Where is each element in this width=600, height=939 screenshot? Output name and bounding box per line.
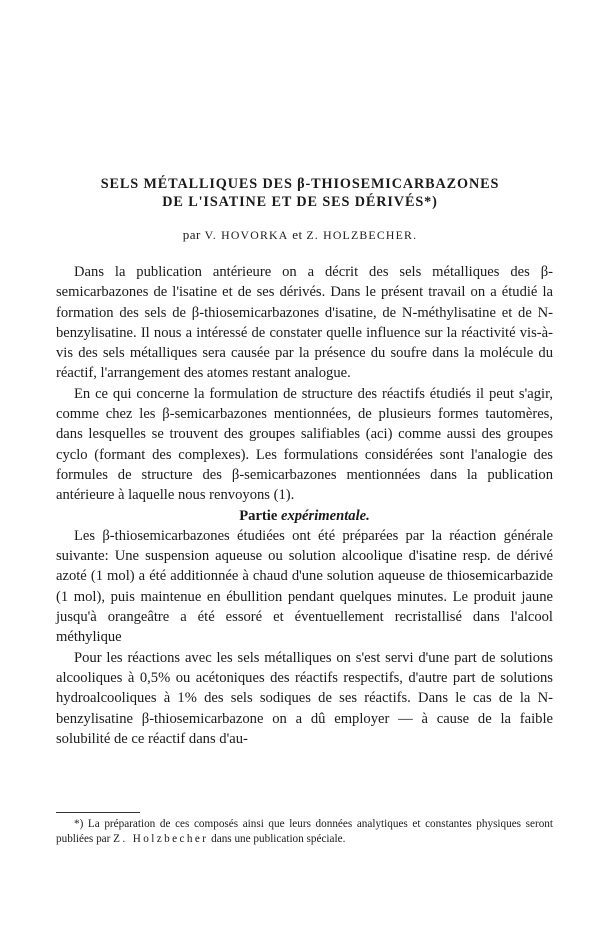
section-heading (56, 506, 553, 526)
author-et: et (292, 227, 303, 242)
footnote-text (56, 817, 553, 847)
body-paragraph-2: En ce qui concerne la formulation de structure des réactifs étudiés il peut s'agir, comme chez les β-semicarbazones mentionnées, de plusieurs formes tautomères, dans lesquelles se trouvent des groupes salifiables (aci) comme aussi des groupes cyclo (formant des complexes). Les formulations considérées sont l'analogie des formules de structure des β-semicarbazones mentionnées dans la publication antérieure à laquelle nous renvoyons (1). (56, 385, 553, 504)
section-heading-part-2: expérimentale. (280, 507, 370, 524)
article-title-line-2: DE L'ISATINE ET DE SES DÉRIVÉS*) (162, 194, 438, 210)
footnote (56, 817, 553, 847)
body-paragraph-1: Dans la publication antérieure on a décrit des sels métalliques des β-semicarbazones de l'isatine et de ses dérivés. Dans le présent travail on a étudié la formation des sels de β-thiosemicarbazones d'isatine, de N-méthylisatine et de N-benzylisatine. Il nous a intéressé de constater quelle influence sur la réactivité vis-à-vis des sels métalliques sera causée par la présence du soufre dans la molécule du réactif, l'arrangement des atomes restant analogue. (56, 264, 553, 382)
author-2: Z. HOLZBECHER. (306, 228, 418, 242)
body-paragraph-3: Les β-thiosemicarbazones étudiées ont été préparées par la réaction générale suivante: Une suspension aqueuse ou solution alcoolique d'isatine resp. de dérivé azoté (1 mol) a été additionnée à chaud d'une solution aqueuse de thiosemicarbazide (1 mol), puis maintenue en ébullition pendant quelques minutes. Le produit jaune jusqu'à orangeâtre a été essoré et éventuellement recristallisé dans l'alcool méthylique (56, 527, 553, 646)
article-title-line-1: SELS MÉTALLIQUES DES β-THIOSEMICARBAZONES (100, 176, 500, 192)
author-1: V. HOVORKA (204, 228, 289, 242)
article-body (56, 262, 553, 749)
footnote-part-2: dans une publication spéciale. (211, 833, 346, 845)
footnote-rule (56, 812, 140, 813)
section-heading-part-1: Partie (239, 507, 278, 524)
footnote-part-1: *) La préparation de ces composés ainsi que leurs données analytiques et constantes physiques seront publiées par (56, 818, 553, 845)
author-par: par (182, 227, 201, 242)
body-paragraph-4: Pour les réactions avec les sels métalliques on s'est servi d'une part de solutions alcooliques à 0,5% ou acétoniques des réactifs respectifs, d'autre part de solutions hydroalcooliques à 1% des sels sodiques de ses réactifs. Dans le cas de la N-benzylisatine β-thiosemicarbazone on a dû employer — à cause de la faible solubilité de ce réactif dans d'au- (56, 649, 553, 747)
author-line (60, 227, 540, 243)
footnote-name: Z. Holzbecher (113, 833, 209, 845)
